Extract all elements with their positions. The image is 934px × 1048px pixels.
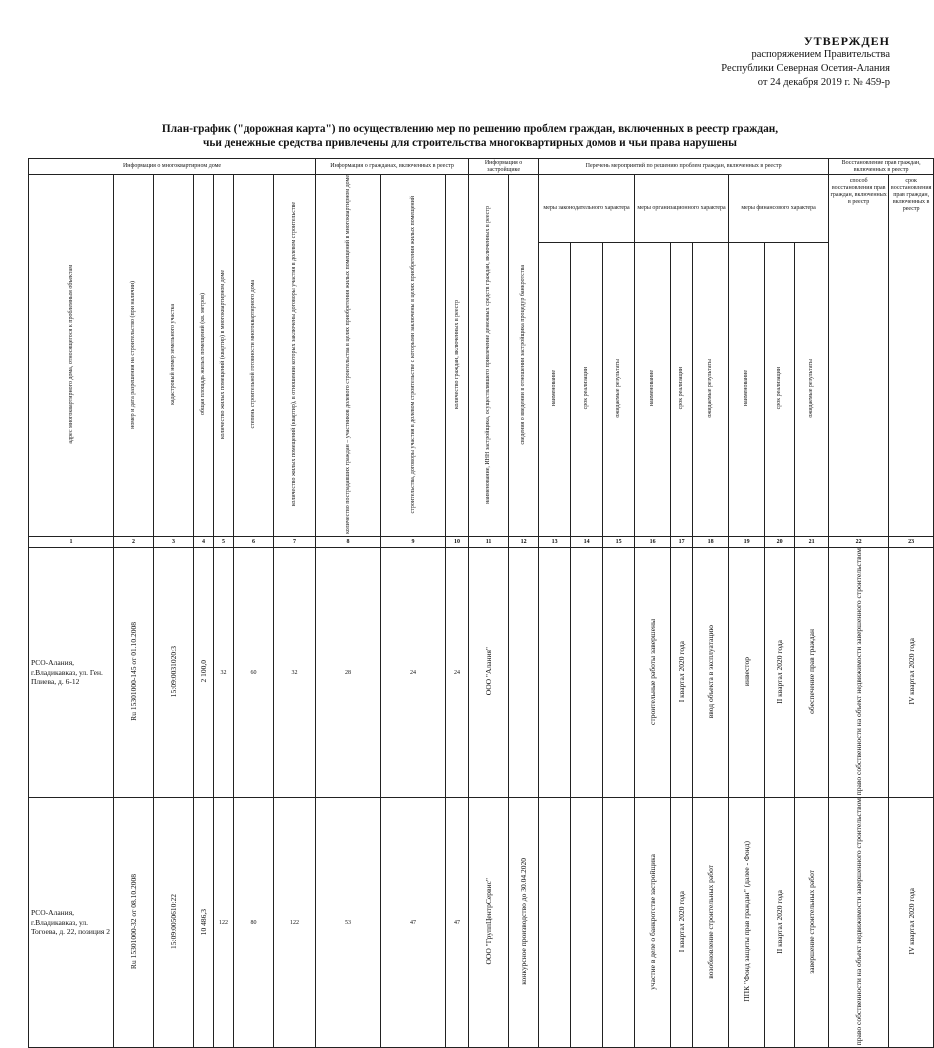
col-17-header: срок реализации — [671, 243, 693, 537]
cell-victims: 53 — [316, 798, 381, 1048]
cell-permit: Ru 15301000-32 от 08.10.2008 — [114, 798, 154, 1048]
col-number: 5 — [214, 536, 234, 547]
cell-bankruptcy: конкурсное производство до 30.04.2020 — [509, 798, 539, 1048]
col-number: 20 — [765, 536, 795, 547]
col-21-header: ожидаемые результаты — [795, 243, 829, 537]
cell-registry: 24 — [446, 547, 469, 797]
cell-address: РСО-Алания, г.Владикавказ, ул. Тогоева, д. 22, позиция 2 — [29, 798, 114, 1048]
cell-contracts: 122 — [274, 798, 316, 1048]
cell-leg-result — [603, 547, 635, 797]
cell-org-term: I квартал 2020 года — [671, 547, 693, 797]
col-1-header: адрес многоквартирного дома, относящегося к проблемным объектам — [29, 175, 114, 537]
cell-org-name: участие в деле о банкротстве застройщика — [635, 798, 671, 1048]
cell-leg-name — [539, 547, 571, 797]
table-row — [29, 798, 934, 1048]
cell-leg-term — [571, 547, 603, 797]
cell-leg-term — [571, 798, 603, 1048]
cell-fin-result: обеспечение прав граждан — [795, 547, 829, 797]
cell-fin-name: инвестор — [729, 547, 765, 797]
cell-org-term: I квартал 2020 года — [671, 798, 693, 1048]
group-measures: Перечень мероприятий по решению проблем граждан, включенных в реестр — [539, 159, 829, 175]
col-11-header: наименование, ИНН застройщика, осуществлявшего привлечение денежных средств граждан, включенных в реестр — [469, 175, 509, 537]
col-number: 22 — [829, 536, 889, 547]
col-number: 23 — [889, 536, 934, 547]
col-18-header: ожидаемые результаты — [693, 243, 729, 537]
approval-line: распоряжением Правительства — [751, 49, 890, 60]
col-number: 9 — [381, 536, 446, 547]
document-title — [130, 122, 810, 150]
cell-org-result: возобновление строительных работ — [693, 798, 729, 1048]
cell-leg-result — [603, 798, 635, 1048]
approval-date: от 24 декабря 2019 г. № 459-р — [757, 77, 890, 88]
col-number: 13 — [539, 536, 571, 547]
cell-org-result: ввод объекта в эксплуатацию — [693, 547, 729, 797]
col-number: 16 — [635, 536, 671, 547]
column-number-row — [29, 536, 934, 547]
cell-org-name: строительные работы завершены — [635, 547, 671, 797]
cell-contracts: 32 — [274, 547, 316, 797]
cell-cadastral: 15:09:0031020:3 — [154, 547, 194, 797]
group-developer-info: Информация о застройщике — [469, 159, 539, 175]
roadmap-table — [28, 158, 934, 1048]
col-10-header: количество граждан, включенных в реестр — [446, 175, 469, 537]
cell-restore-term: IV квартал 2020 года — [889, 798, 934, 1048]
cell-restore-method: право собственности на объект недвижимости завершенного строительством — [829, 798, 889, 1048]
col-2-header: номер и дата разрешения на строительство (при наличии) — [114, 175, 154, 537]
approval-line: Республики Северная Осетия-Алания — [721, 63, 890, 74]
col-14-header: срок реализации — [571, 243, 603, 537]
col-number: 21 — [795, 536, 829, 547]
cell-restore-method: право собственности на объект недвижимости завершенного строительством — [829, 547, 889, 797]
cell-developer: ООО "Алания" — [469, 547, 509, 797]
table-row — [29, 547, 934, 797]
group-house-info: Информация о многоквартирном доме — [29, 159, 316, 175]
col-number: 15 — [603, 536, 635, 547]
col-6-header: степень строительной готовности многоквартирного дома — [234, 175, 274, 537]
col-8-header: количество пострадавших граждан – участников долевого строительства в целях приобретения жилых помещений в многоквартирном доме — [316, 175, 381, 537]
group-legislative: меры законодательного характера — [539, 175, 635, 243]
cell-fin-result: завершение строительных работ — [795, 798, 829, 1048]
col-13-header: наименование — [539, 243, 571, 537]
col-12-header: сведения о введении в отношении застройщика процедур банкротства — [509, 175, 539, 537]
col-number: 19 — [729, 536, 765, 547]
col-number: 18 — [693, 536, 729, 547]
header-row-groups — [29, 159, 934, 175]
col-20-header: срок реализации — [765, 243, 795, 537]
cell-fin-name: ППК "Фонд защиты прав граждан" (далее - Фонд) — [729, 798, 765, 1048]
cell-area: 10 486,3 — [194, 798, 214, 1048]
group-organizational: меры организационного характера — [635, 175, 729, 243]
cell-area: 2 100,0 — [194, 547, 214, 797]
cell-permit: Ru 15301000-145 от 01.10.2008 — [114, 547, 154, 797]
cell-readiness: 80 — [234, 798, 274, 1048]
col-3-header: кадастровый номер земельного участка — [154, 175, 194, 537]
group-financial: меры финансового характера — [729, 175, 829, 243]
cell-leg-name — [539, 798, 571, 1048]
col-5-header: количество жилых помещений (квартир) в многоквартирном доме — [214, 175, 234, 537]
cell-apartments: 122 — [214, 798, 234, 1048]
col-number: 6 — [234, 536, 274, 547]
col-19-header: наименование — [729, 243, 765, 537]
col-number: 7 — [274, 536, 316, 547]
col-15-header: ожидаемые результаты — [603, 243, 635, 537]
col-number: 8 — [316, 536, 381, 547]
cell-fin-term: II квартал 2020 года — [765, 547, 795, 797]
col-number: 14 — [571, 536, 603, 547]
cell-victims-alt: 24 — [381, 547, 446, 797]
approval-title: УТВЕРЖДЕН — [803, 34, 890, 48]
col-number: 2 — [114, 536, 154, 547]
cell-victims-alt: 47 — [381, 798, 446, 1048]
approval-block — [630, 34, 890, 90]
col-23-header: срок восстановления прав граждан, включенных в реестр — [889, 175, 934, 537]
col-number: 1 — [29, 536, 114, 547]
col-number: 3 — [154, 536, 194, 547]
col-9-header: строительства, договоры участия в долевом строительстве с которыми заключены в целях приобретения жилых помещений — [381, 175, 446, 537]
cell-restore-term: IV квартал 2020 года — [889, 547, 934, 797]
cell-readiness: 60 — [234, 547, 274, 797]
col-22-header: способ восстановления прав граждан, включенных в реестр — [829, 175, 889, 537]
cell-cadastral: 15:09:0050610:22 — [154, 798, 194, 1048]
col-number: 10 — [446, 536, 469, 547]
title-line: План-график ("дорожная карта") по осуществлению мер по решению проблем граждан, включенных в реестр граждан, — [161, 123, 779, 135]
col-4-header: общая площадь жилых помещений (кв. метров) — [194, 175, 214, 537]
cell-bankruptcy — [509, 547, 539, 797]
cell-address: РСО-Алания, г.Владикавказ, ул. Ген. Плиева, д. 6-12 — [29, 547, 114, 797]
col-number: 12 — [509, 536, 539, 547]
cell-victims: 28 — [316, 547, 381, 797]
col-16-header: наименование — [635, 243, 671, 537]
cell-fin-term: II квартал 2020 года — [765, 798, 795, 1048]
header-row-subgroups — [29, 175, 934, 243]
col-number: 11 — [469, 536, 509, 547]
cell-registry: 47 — [446, 798, 469, 1048]
col-7-header: количество жилых помещений (квартир), в отношении которых заключены договоры участия в долевом строительстве — [274, 175, 316, 537]
col-number: 17 — [671, 536, 693, 547]
group-restore: Восстановление прав граждан, включенных в реестр — [829, 159, 934, 175]
col-number: 4 — [194, 536, 214, 547]
group-citizens-info: Информация о гражданах, включенных в реестр — [316, 159, 469, 175]
cell-apartments: 32 — [214, 547, 234, 797]
title-line: чьи денежные средства привлечены для строительства многоквартирных домов и чьи права нарушены — [202, 137, 738, 149]
cell-developer: ООО "ГруппЦентрСервис" — [469, 798, 509, 1048]
